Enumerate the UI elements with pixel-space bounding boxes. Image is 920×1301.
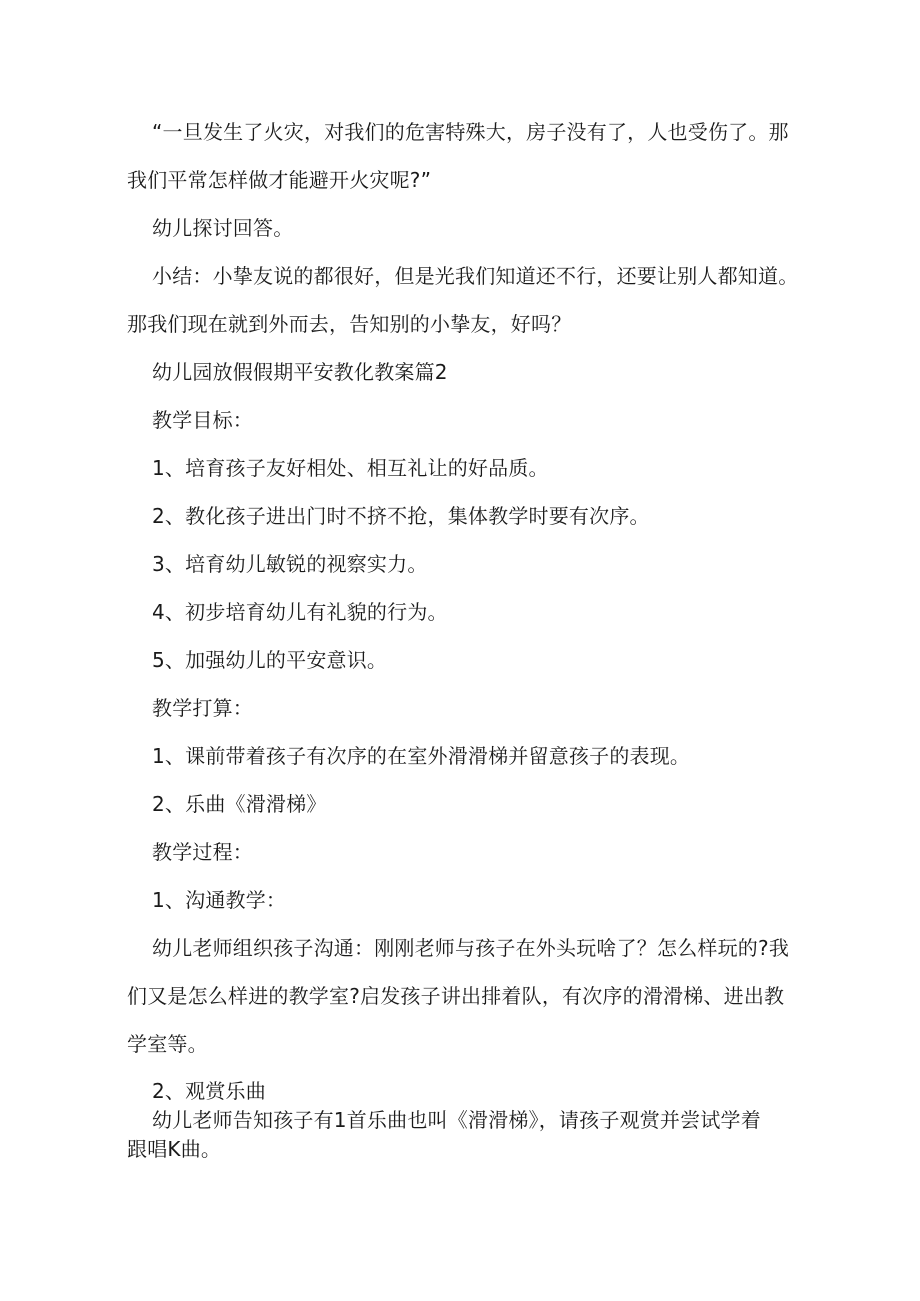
list-item: 2、观赏乐曲 <box>152 1079 266 1103</box>
paragraph-line: “一旦发生了火灾，对我们的危害特殊大，房子没有了，人也受伤了。那 <box>152 120 789 144</box>
subheading: 教学打算： <box>152 696 253 720</box>
paragraph-line: 幼儿探讨回答。 <box>152 216 294 240</box>
paragraph-line: 学室等。 <box>127 1032 208 1056</box>
list-item: 1、培育孩子友好相处、相互礼让的好品质。 <box>152 456 549 480</box>
paragraph-line: 跟唱K曲。 <box>127 1137 222 1161</box>
list-item: 1、课前带着孩子有次序的在室外滑滑梯并留意孩子的表现。 <box>152 744 691 768</box>
paragraph-line: 幼儿老师组织孩子沟通：刚刚老师与孩子在外头玩啥了？怎么样玩的?我 <box>152 936 790 960</box>
paragraph-line: 我们平常怎样做才能避开火灾呢?” <box>127 168 432 192</box>
paragraph-line: 幼儿老师告知孩子有1首乐曲也叫《滑滑梯》，请孩子观赏并尝试学着 <box>152 1108 761 1132</box>
list-item: 2、教化孩子进出门时不挤不抢，集体教学时要有次序。 <box>152 504 650 528</box>
list-item: 3、培育幼儿敏锐的视察实力。 <box>152 552 428 576</box>
list-item: 5、加强幼儿的平安意识。 <box>152 648 388 672</box>
paragraph-line: 那我们现在就到外而去，告知别的小挚友，好吗？ <box>127 312 572 336</box>
paragraph-line: 小结：小挚友说的都很好，但是光我们知道还不行，还要让别人都知道。 <box>152 264 799 288</box>
subheading: 教学过程： <box>152 840 253 864</box>
subheading: 教学目标： <box>152 408 253 432</box>
paragraph-line: 们又是怎么样进的教学室?启发孩子讲出排着队，有次序的滑滑梯、进出教 <box>127 984 785 1008</box>
section-heading: 幼儿园放假假期平安教化教案篇2 <box>152 360 448 384</box>
list-item: 2、乐曲《滑滑梯》 <box>152 792 327 816</box>
list-item: 1、沟通教学： <box>152 888 287 912</box>
list-item: 4、初步培育幼儿有礼貌的行为。 <box>152 600 448 624</box>
